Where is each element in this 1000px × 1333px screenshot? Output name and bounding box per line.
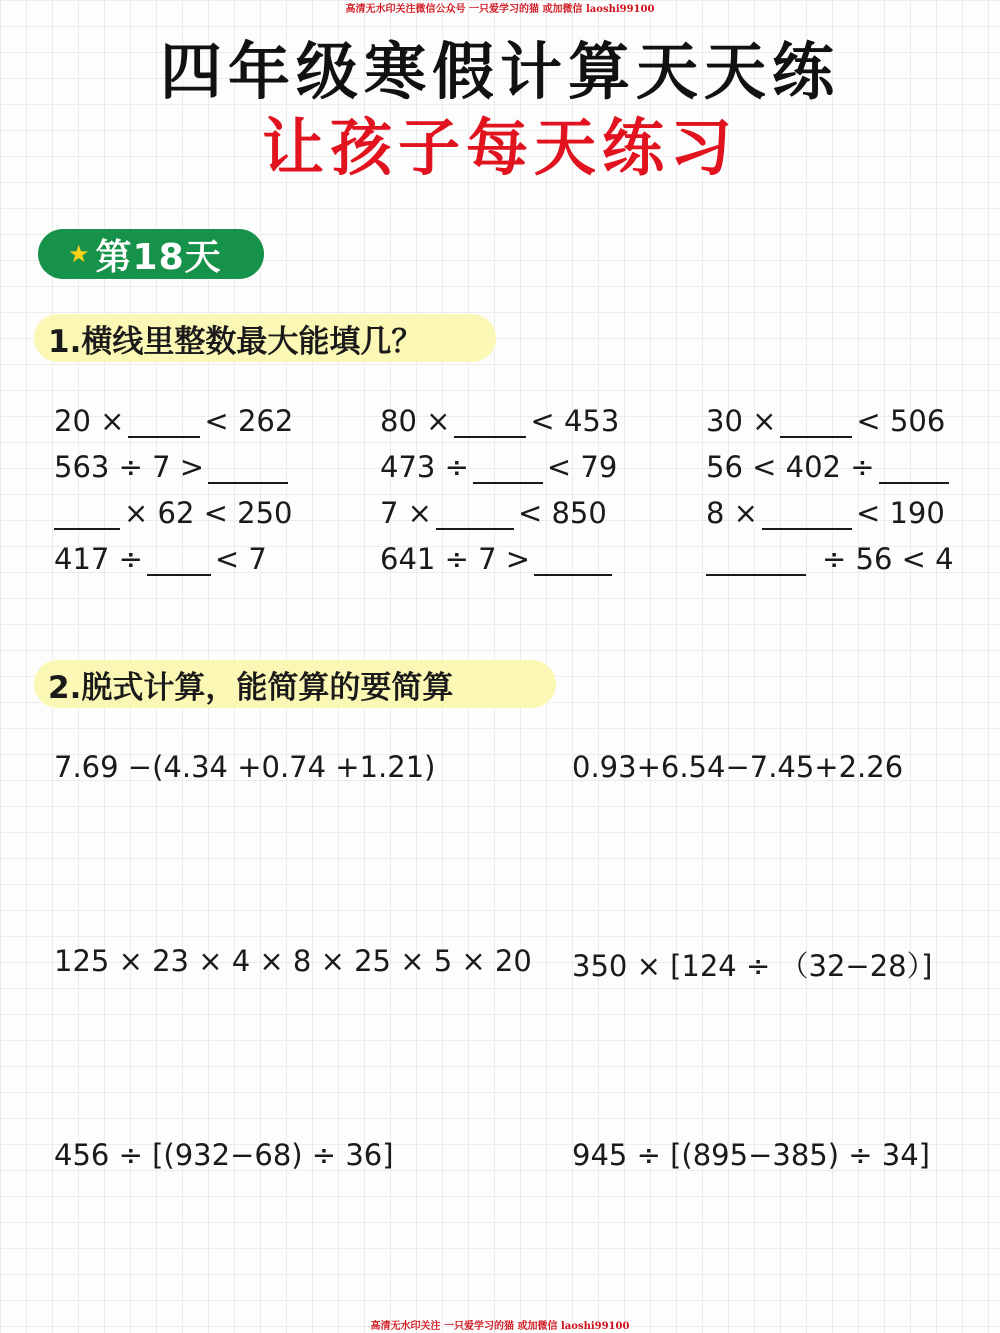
inequality-left: 80 × [380, 404, 451, 438]
answer-blank[interactable] [208, 456, 288, 484]
answer-blank[interactable] [706, 548, 806, 576]
calculation-item: 7.69 −(4.34 +0.74 +1.21) [54, 750, 436, 784]
inequality-right: < 850 [517, 496, 607, 530]
answer-blank[interactable] [54, 502, 120, 530]
inequality-item [706, 448, 953, 484]
calculation-item: 350 × [124 ÷ （32−28）] [572, 949, 933, 983]
answer-blank[interactable] [454, 410, 526, 438]
section-1-title: 1.横线里整数最大能填几？ [34, 314, 496, 362]
inequality-left: 8 × [706, 496, 758, 530]
inequality-right: < 7 [214, 542, 267, 576]
inequality-item [706, 402, 945, 438]
inequality-right: × 62 < 250 [124, 496, 293, 530]
answer-blank[interactable] [473, 456, 543, 484]
inequality-item [380, 540, 616, 576]
answer-blank[interactable] [762, 502, 852, 530]
inequality-item [380, 448, 617, 484]
inequality-item [54, 448, 292, 484]
answer-blank[interactable] [436, 502, 514, 530]
page-subtitle: 让孩子每天练习 [261, 111, 738, 184]
inequality-item [706, 494, 945, 530]
inequality-right: < 190 [855, 496, 945, 530]
inequality-left: 7 × [380, 496, 432, 530]
inequality-right: < 79 [546, 450, 618, 484]
inequality-right: < 262 [204, 404, 294, 438]
answer-blank[interactable] [128, 410, 200, 438]
page-title: 四年级寒假计算天天练 [159, 35, 840, 108]
inequality-right: < 506 [856, 404, 946, 438]
inequality-left: 563 ÷ 7 > [54, 450, 205, 484]
day-label: 第18天 [95, 236, 222, 278]
star-icon: ★ [68, 240, 90, 268]
inequality-left: 56 < 402 ÷ [706, 450, 875, 484]
inequality-item [380, 494, 607, 530]
watermark-bottom: 高清无水印关注 一只爱学习的猫 或加微信 laoshi99100 [370, 1321, 630, 1332]
inequality-left: 641 ÷ 7 > [380, 542, 531, 576]
inequality-right: ÷ 56 < 4 [822, 542, 954, 576]
calculation-item: 125 × 23 × 4 × 8 × 25 × 5 × 20 [54, 944, 532, 978]
section-2-title: 2.脱式计算，能简算的要简算 [34, 660, 556, 708]
calculation-item: 456 ÷ [(932−68) ÷ 36] [54, 1138, 394, 1172]
inequality-left: 30 × [706, 404, 777, 438]
inequality-item [54, 494, 293, 530]
inequality-item [54, 540, 267, 576]
calculation-item: 0.93+6.54−7.45+2.26 [572, 750, 904, 784]
answer-blank[interactable] [147, 548, 211, 576]
inequality-left: 20 × [54, 404, 125, 438]
inequality-left: 417 ÷ [54, 542, 143, 576]
answer-blank[interactable] [879, 456, 949, 484]
day-badge [38, 229, 264, 279]
inequality-left: 473 ÷ [380, 450, 469, 484]
inequality-item [54, 402, 293, 438]
inequality-item [706, 540, 954, 576]
watermark-top: 高清无水印关注微信公众号 一只爱学习的猫 或加微信 laoshi99100 [345, 4, 655, 15]
answer-blank[interactable] [534, 548, 612, 576]
inequality-item [380, 402, 619, 438]
calculation-item: 945 ÷ [(895−385) ÷ 34] [572, 1138, 930, 1172]
answer-blank[interactable] [780, 410, 852, 438]
inequality-right: < 453 [530, 404, 620, 438]
